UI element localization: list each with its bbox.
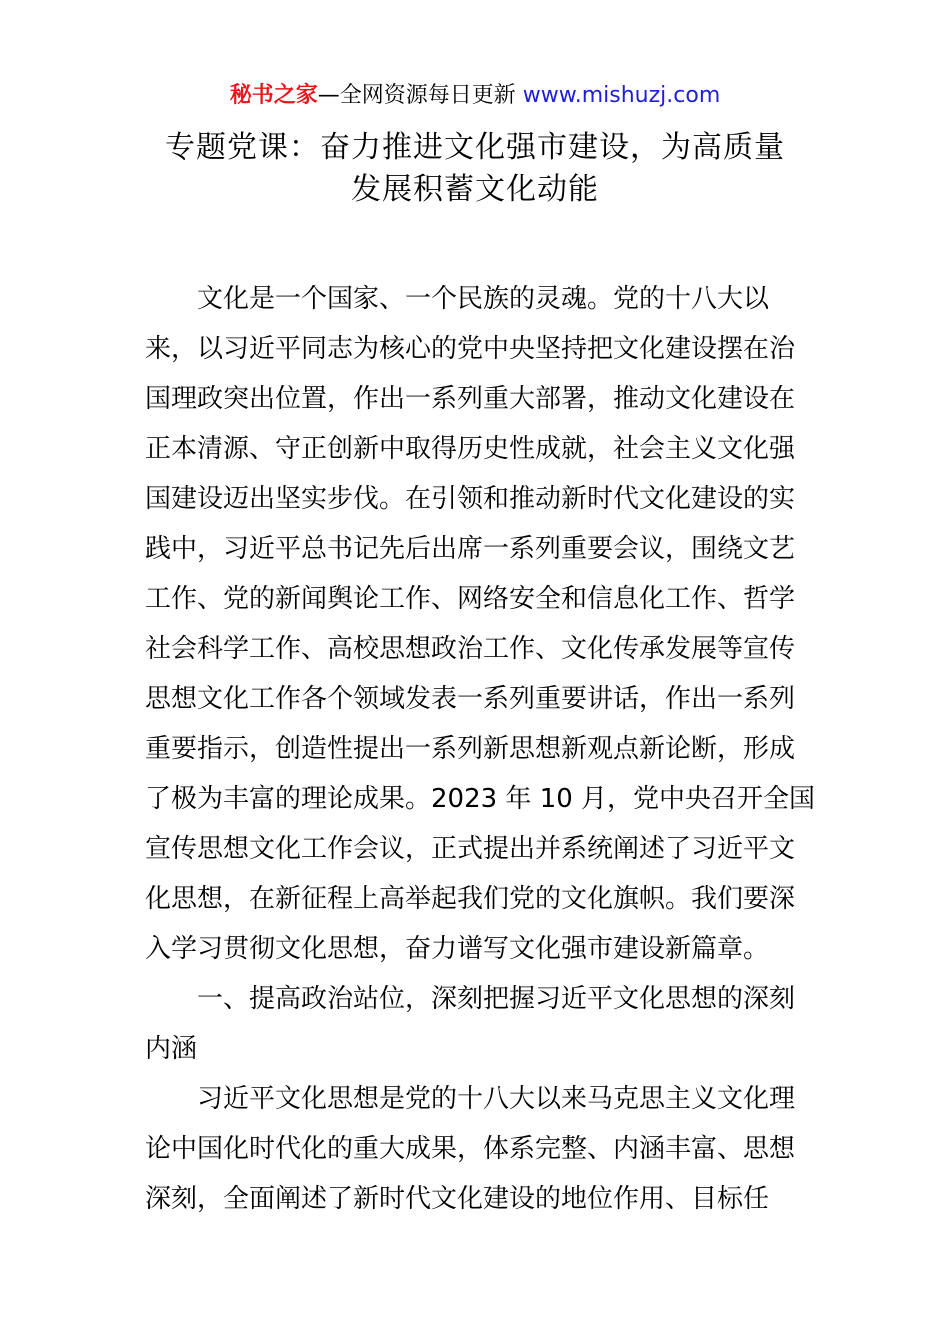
body-line: 国建设迈出坚实步伐。在引领和推动新时代文化建设的实 xyxy=(145,484,796,514)
body-line: 思想文化工作各个领域发表一系列重要讲话，作出一系列 xyxy=(145,684,796,714)
body-line: 重要指示，创造性提出一系列新思想新观点新论断，形成 xyxy=(145,734,796,764)
section-heading: 一、提高政治站位，深刻把握习近平文化思想的深刻 xyxy=(197,984,796,1014)
section-heading-continued: 内涵 xyxy=(145,1034,198,1064)
document-title xyxy=(0,127,950,211)
title-line-2: 发展积蓄文化动能 xyxy=(351,172,599,207)
document-body xyxy=(145,274,816,1224)
body-line: 深刻，全面阐述了新时代文化建设的地位作用、目标任 xyxy=(145,1184,770,1214)
body-line: 化思想，在新征程上高举起我们党的文化旗帜。我们要深 xyxy=(145,884,796,914)
site-url-link[interactable]: www.mishuzj.com xyxy=(522,83,721,108)
body-line: 正本清源、守正创新中取得历史性成就，社会主义文化强 xyxy=(145,434,796,464)
site-brand: 秘书之家 xyxy=(229,83,318,108)
title-line-1: 专题党课：奋力推进文化强市建设，为高质量 xyxy=(165,130,785,165)
body-line: 来，以习近平同志为核心的党中央坚持把文化建设摆在治 xyxy=(145,334,796,364)
body-line: 国理政突出位置，作出一系列重大部署，推动文化建设在 xyxy=(145,384,796,414)
body-line: 习近平文化思想是党的十八大以来马克思主义文化理 xyxy=(197,1084,796,1114)
body-line: 论中国化时代化的重大成果，体系完整、内涵丰富、思想 xyxy=(145,1134,796,1164)
body-line: 文化是一个国家、一个民族的灵魂。党的十八大以 xyxy=(197,284,770,314)
body-line: 宣传思想文化工作会议，正式提出并系统阐述了习近平文 xyxy=(145,834,796,864)
body-line: 了极为丰富的理论成果。2023 年 10 月，党中央召开全国 xyxy=(145,784,816,814)
body-line: 社会科学工作、高校思想政治工作、文化传承发展等宣传 xyxy=(145,634,796,664)
site-tagline: —全网资源每日更新 xyxy=(317,83,516,108)
body-line: 工作、党的新闻舆论工作、网络安全和信息化工作、哲学 xyxy=(145,584,796,614)
site-header xyxy=(0,80,950,112)
body-line: 入学习贯彻文化思想，奋力谱写文化强市建设新篇章。 xyxy=(145,934,770,964)
body-line: 践中，习近平总书记先后出席一系列重要会议，围绕文艺 xyxy=(145,534,796,564)
